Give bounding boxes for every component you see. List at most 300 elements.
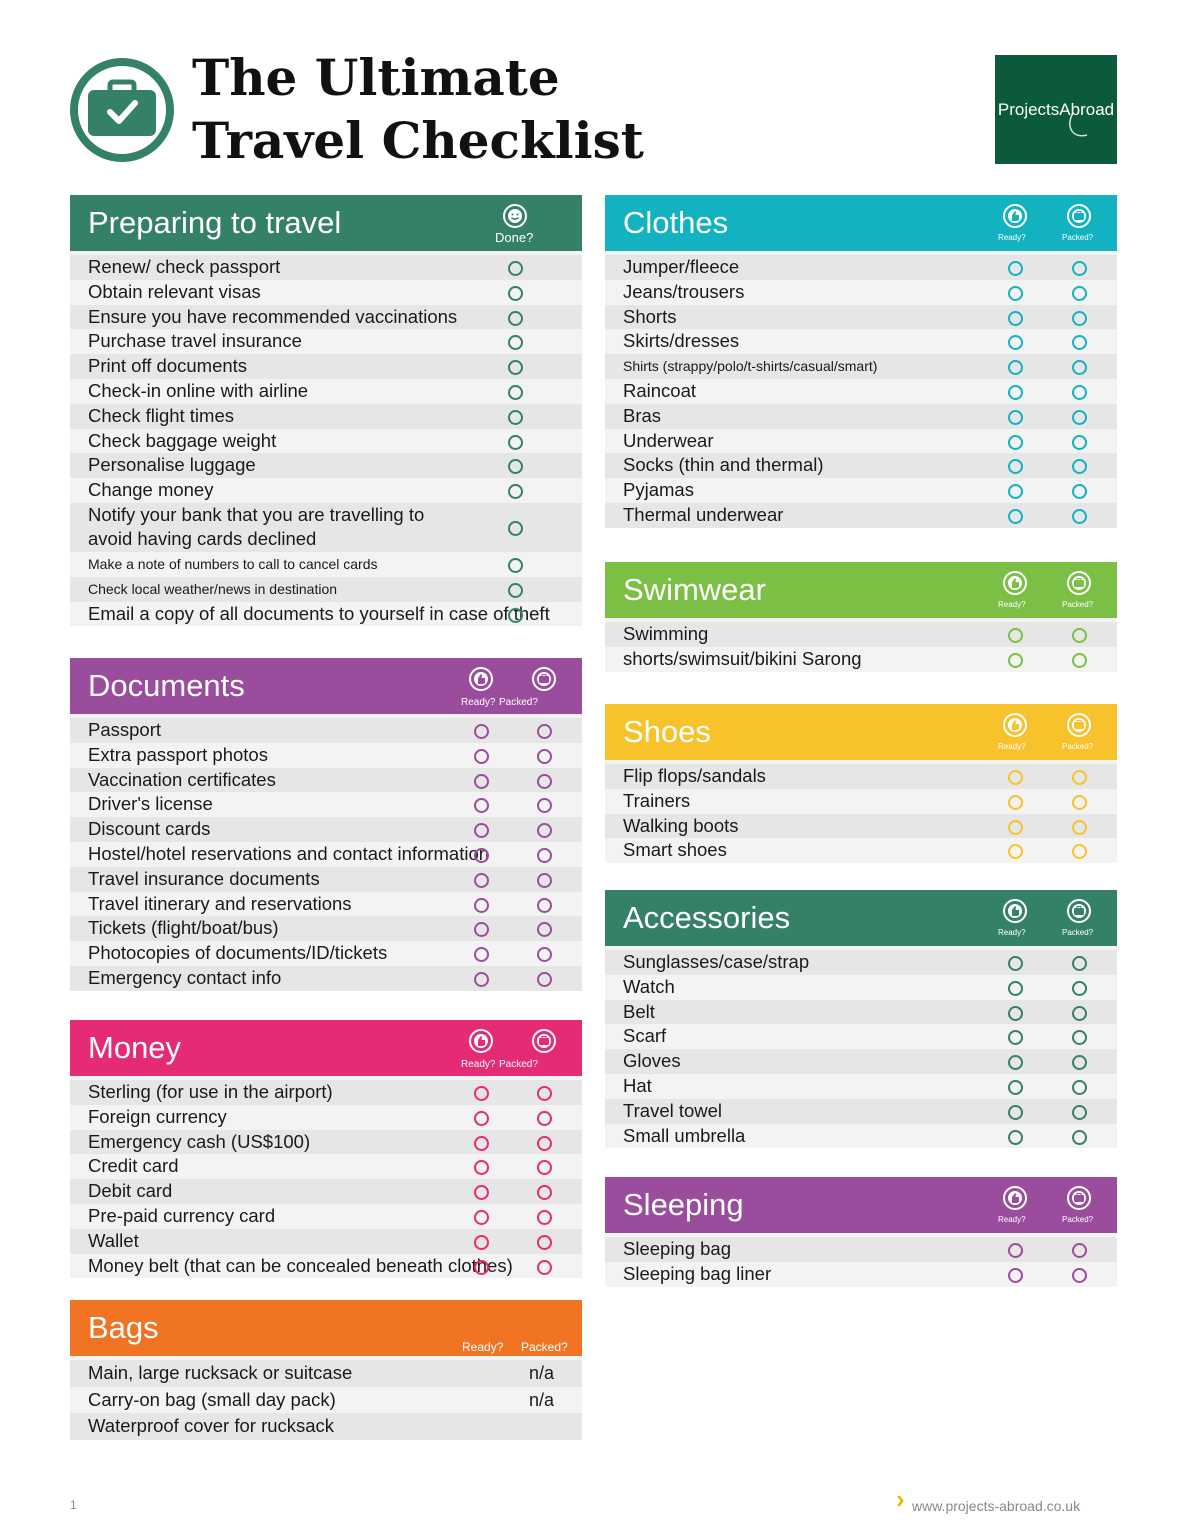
- thumbs-up-icon: [1002, 712, 1028, 738]
- item-label: Main, large rucksack or suitcase: [88, 1362, 353, 1383]
- packed-checkbox[interactable]: [1072, 1243, 1087, 1258]
- section-documents: [70, 658, 582, 991]
- accessories-title: Accessories: [623, 900, 791, 935]
- list-item: [605, 1124, 1117, 1149]
- item-label: Shorts: [623, 305, 677, 327]
- suitcase-icon: [531, 666, 557, 692]
- ready-checkbox[interactable]: [1008, 311, 1023, 326]
- suitcase-icon: [1066, 712, 1092, 738]
- item-label: Jumper/fleece: [623, 256, 740, 277]
- suitcase-check-icon: [68, 56, 176, 164]
- packed-checkbox[interactable]: [1072, 820, 1087, 835]
- list-item: [605, 814, 1117, 839]
- list-item: [605, 1000, 1117, 1025]
- list-item: [70, 867, 582, 892]
- packed-checkbox[interactable]: [537, 972, 552, 987]
- thumbs-up-icon: [468, 1028, 494, 1054]
- bags-title: Bags: [88, 1310, 159, 1345]
- packed-checkbox[interactable]: [537, 1086, 552, 1101]
- section-money: [70, 1020, 582, 1278]
- item-label: Sleeping bag: [623, 1238, 732, 1259]
- item-label: Gloves: [623, 1050, 681, 1072]
- list-item: [605, 503, 1117, 528]
- packed-label: Packed?: [1062, 600, 1094, 609]
- ready-checkbox[interactable]: [474, 1185, 489, 1200]
- ready-checkbox[interactable]: [1008, 1030, 1023, 1045]
- packed-checkbox[interactable]: [1072, 385, 1087, 400]
- thumbs-up-icon: [468, 666, 494, 692]
- packed-checkbox[interactable]: [537, 749, 552, 764]
- packed-checkbox[interactable]: [537, 1260, 552, 1275]
- ready-checkbox[interactable]: [1008, 981, 1023, 996]
- list-item: [605, 647, 1117, 672]
- list-item: [70, 1204, 582, 1229]
- list-item: [70, 1179, 582, 1204]
- packed-label: Packed?: [521, 1340, 568, 1354]
- list-item: [70, 552, 582, 577]
- list-item: [605, 622, 1117, 647]
- ready-checkbox[interactable]: [1008, 628, 1023, 643]
- ready-checkbox[interactable]: [474, 1111, 489, 1126]
- ready-checkbox[interactable]: [1008, 1105, 1023, 1120]
- ready-checkbox[interactable]: [1008, 1268, 1023, 1283]
- ready-checkbox[interactable]: [1008, 956, 1023, 971]
- ready-label: Ready?: [998, 742, 1026, 751]
- item-label: Raincoat: [623, 379, 697, 401]
- packed-checkbox[interactable]: [1072, 1130, 1087, 1145]
- sleeping-list: [605, 1233, 1117, 1287]
- list-item: [70, 892, 582, 917]
- ready-checkbox[interactable]: [1008, 1130, 1023, 1145]
- item-label: Underwear: [623, 429, 714, 451]
- item-label: Shirts (strappy/polo/t-shirts/casual/smart): [623, 358, 878, 375]
- documents-list: [70, 714, 582, 991]
- packed-checkbox[interactable]: [1072, 1006, 1087, 1021]
- packed-checkbox[interactable]: [537, 1136, 552, 1151]
- ready-checkbox[interactable]: [1008, 459, 1023, 474]
- ready-checkbox[interactable]: [474, 1210, 489, 1225]
- list-item: [70, 1360, 582, 1387]
- packed-checkbox[interactable]: [537, 1210, 552, 1225]
- ready-label: Ready?: [998, 233, 1026, 242]
- done-checkbox[interactable]: [508, 435, 523, 450]
- item-label: Purchase travel insurance: [88, 330, 302, 352]
- bags-list: [70, 1356, 582, 1440]
- done-checkbox[interactable]: [508, 311, 523, 326]
- list-item: [70, 1387, 582, 1414]
- item-label: Notify your bank that you are travelling to avoid having cards declined: [88, 503, 425, 550]
- item-label: Emergency contact info: [88, 966, 282, 988]
- item-label: shorts/swimsuit/bikini Sarong: [623, 647, 862, 669]
- packed-checkbox[interactable]: [537, 922, 552, 937]
- item-label: Money belt (that can be concealed beneath clothes): [88, 1254, 513, 1276]
- packed-checkbox[interactable]: [537, 848, 552, 863]
- list-item: [70, 329, 582, 354]
- done-checkbox[interactable]: [508, 335, 523, 350]
- packed-checkbox[interactable]: [1072, 1105, 1087, 1120]
- list-item: [70, 916, 582, 941]
- page-number: 1: [70, 1498, 77, 1512]
- ready-checkbox[interactable]: [1008, 1080, 1023, 1095]
- item-label: Vaccination certificates: [88, 768, 276, 790]
- section-clothes: [605, 195, 1117, 528]
- money-title: Money: [88, 1030, 182, 1065]
- ready-checkbox[interactable]: [1008, 1055, 1023, 1070]
- item-label: Hat: [623, 1074, 652, 1096]
- ready-checkbox[interactable]: [474, 749, 489, 764]
- done-checkbox[interactable]: [508, 583, 523, 598]
- item-label: Jeans/trousers: [623, 280, 745, 302]
- smiley-icon: [502, 203, 528, 229]
- packed-checkbox[interactable]: [1072, 286, 1087, 301]
- packed-checkbox[interactable]: [537, 774, 552, 789]
- ready-checkbox[interactable]: [1008, 261, 1023, 276]
- packed-checkbox[interactable]: [537, 898, 552, 913]
- packed-label: Packed?: [1062, 928, 1094, 937]
- accessories-list: [605, 946, 1117, 1148]
- item-label: Socks (thin and thermal): [623, 454, 824, 476]
- item-label: Bras: [623, 404, 662, 426]
- packed-checkbox[interactable]: [1072, 435, 1087, 450]
- list-item: [605, 1049, 1117, 1074]
- packed-checkbox[interactable]: [537, 798, 552, 813]
- ready-checkbox[interactable]: [1008, 1006, 1023, 1021]
- item-label: Thermal underwear: [623, 503, 784, 525]
- ready-checkbox[interactable]: [474, 798, 489, 813]
- list-item: [605, 789, 1117, 814]
- done-checkbox[interactable]: [508, 385, 523, 400]
- list-item: [605, 280, 1117, 305]
- suitcase-icon: [1066, 1185, 1092, 1211]
- thumbs-up-icon: [1002, 203, 1028, 229]
- packed-label: Packed?: [1062, 233, 1094, 242]
- list-item: [70, 503, 582, 552]
- list-item: [605, 1099, 1117, 1124]
- packed-checkbox[interactable]: [537, 724, 552, 739]
- packed-checkbox[interactable]: [1072, 1030, 1087, 1045]
- done-checkbox[interactable]: [508, 410, 523, 425]
- section-swimwear: [605, 562, 1117, 672]
- list-item: [605, 1024, 1117, 1049]
- section-preparing: [70, 195, 582, 626]
- item-label: Extra passport photos: [88, 743, 268, 765]
- item-label: Scarf: [623, 1025, 667, 1047]
- suitcase-icon: [531, 1028, 557, 1054]
- thumbs-up-icon: [1002, 898, 1028, 924]
- list-item: [70, 768, 582, 793]
- item-label: Make a note of numbers to call to cancel cards: [88, 555, 378, 572]
- ready-label: Ready?: [461, 1059, 496, 1070]
- item-label: Waterproof cover for rucksack: [88, 1415, 335, 1436]
- item-label: Driver's license: [88, 793, 213, 815]
- ready-checkbox[interactable]: [474, 1086, 489, 1101]
- list-item: [70, 1154, 582, 1179]
- ready-label: Ready?: [462, 1340, 504, 1354]
- ready-checkbox[interactable]: [1008, 770, 1023, 785]
- packed-value: n/a: [529, 1363, 555, 1383]
- packed-checkbox[interactable]: [1072, 360, 1087, 375]
- ready-checkbox[interactable]: [1008, 484, 1023, 499]
- list-item: [605, 429, 1117, 454]
- sleeping-header: [605, 1177, 1117, 1233]
- ready-checkbox[interactable]: [1008, 360, 1023, 375]
- list-item: [605, 1262, 1117, 1287]
- packed-label: Packed?: [1062, 742, 1094, 751]
- packed-checkbox[interactable]: [1072, 653, 1087, 668]
- section-sleeping: [605, 1177, 1117, 1287]
- swimwear-list: [605, 618, 1117, 672]
- done-checkbox[interactable]: [508, 608, 523, 623]
- list-item: [70, 478, 582, 503]
- item-label: Pyjamas: [623, 479, 694, 501]
- ready-checkbox[interactable]: [1008, 844, 1023, 859]
- item-label: Travel itinerary and reservations: [88, 892, 352, 914]
- ready-checkbox[interactable]: [1008, 385, 1023, 400]
- money-header: [70, 1020, 582, 1076]
- list-item: [605, 255, 1117, 280]
- ready-label: Ready?: [461, 697, 496, 708]
- list-item: [605, 838, 1117, 863]
- ready-checkbox[interactable]: [474, 774, 489, 789]
- ready-checkbox[interactable]: [474, 972, 489, 987]
- list-item: [70, 941, 582, 966]
- packed-checkbox[interactable]: [537, 947, 552, 962]
- title-line-1: The Ultimate: [192, 48, 560, 107]
- list-item: [70, 817, 582, 842]
- ready-checkbox[interactable]: [1008, 410, 1023, 425]
- ready-checkbox[interactable]: [474, 922, 489, 937]
- ready-checkbox[interactable]: [474, 1136, 489, 1151]
- preparing-list: [70, 251, 582, 626]
- list-item: [70, 1080, 582, 1105]
- item-label: Emergency cash (US$100): [88, 1130, 311, 1152]
- item-label: Check local weather/news in destination: [88, 580, 338, 597]
- list-item: [70, 718, 582, 743]
- list-item: [70, 1413, 582, 1440]
- packed-checkbox[interactable]: [537, 873, 552, 888]
- done-checkbox[interactable]: [508, 286, 523, 301]
- list-item: [70, 404, 582, 429]
- list-item: [605, 764, 1117, 789]
- done-label: Done?: [495, 230, 534, 245]
- list-item: [70, 966, 582, 991]
- list-item: [70, 280, 582, 305]
- packed-checkbox[interactable]: [1072, 628, 1087, 643]
- list-item: [605, 478, 1117, 503]
- packed-checkbox[interactable]: [1072, 1080, 1087, 1095]
- list-item: [70, 379, 582, 404]
- chevron-right-icon: ›: [896, 1484, 905, 1514]
- packed-checkbox[interactable]: [537, 1235, 552, 1250]
- swimwear-title: Swimwear: [623, 572, 766, 607]
- packed-checkbox[interactable]: [1072, 1055, 1087, 1070]
- ready-checkbox[interactable]: [474, 873, 489, 888]
- ready-label: Ready?: [998, 600, 1026, 609]
- thumbs-up-icon: [1002, 1185, 1028, 1211]
- packed-checkbox[interactable]: [537, 1111, 552, 1126]
- ready-checkbox[interactable]: [474, 898, 489, 913]
- done-checkbox[interactable]: [508, 360, 523, 375]
- done-checkbox[interactable]: [508, 558, 523, 573]
- packed-checkbox[interactable]: [1072, 770, 1087, 785]
- list-item: [70, 305, 582, 330]
- item-label: Hostel/hotel reservations and contact information: [88, 842, 490, 864]
- ready-checkbox[interactable]: [474, 1235, 489, 1250]
- item-label: Change money: [88, 479, 214, 501]
- clothes-header: [605, 195, 1117, 251]
- list-item: [605, 975, 1117, 1000]
- accessories-header: [605, 890, 1117, 946]
- sleeping-title: Sleeping: [623, 1187, 744, 1222]
- ready-checkbox[interactable]: [474, 823, 489, 838]
- list-item: [70, 1130, 582, 1155]
- item-label: Flip flops/sandals: [623, 765, 766, 786]
- title-line-2: Travel Checklist: [192, 111, 644, 170]
- packed-checkbox[interactable]: [1072, 795, 1087, 810]
- item-label: Trainers: [623, 789, 691, 811]
- ready-checkbox[interactable]: [1008, 509, 1023, 524]
- documents-header: [70, 658, 582, 714]
- list-item: [70, 1229, 582, 1254]
- list-item: [70, 577, 582, 602]
- ready-checkbox[interactable]: [1008, 286, 1023, 301]
- ready-checkbox[interactable]: [474, 1260, 489, 1275]
- list-item: [605, 329, 1117, 354]
- list-item: [70, 743, 582, 768]
- section-accessories: [605, 890, 1117, 1148]
- list-item: [70, 255, 582, 280]
- item-label: Smart shoes: [623, 839, 727, 861]
- ready-label: Ready?: [998, 928, 1026, 937]
- ready-checkbox[interactable]: [474, 724, 489, 739]
- item-label: Debit card: [88, 1180, 173, 1202]
- packed-checkbox[interactable]: [1072, 459, 1087, 474]
- packed-checkbox[interactable]: [1072, 509, 1087, 524]
- suitcase-icon: [1066, 570, 1092, 596]
- list-item: [605, 404, 1117, 429]
- packed-checkbox[interactable]: [1072, 261, 1087, 276]
- ready-checkbox[interactable]: [1008, 795, 1023, 810]
- item-label: Foreign currency: [88, 1105, 227, 1127]
- list-item: [70, 354, 582, 379]
- list-item: [70, 1254, 582, 1279]
- ready-checkbox[interactable]: [474, 1160, 489, 1175]
- ready-checkbox[interactable]: [1008, 335, 1023, 350]
- list-item: [70, 1105, 582, 1130]
- suitcase-icon: [1066, 203, 1092, 229]
- list-item: [70, 792, 582, 817]
- item-label: Check-in online with airline: [88, 379, 309, 401]
- list-item: [70, 842, 582, 867]
- packed-checkbox[interactable]: [1072, 981, 1087, 996]
- shoes-title: Shoes: [623, 714, 711, 749]
- brand-name: ProjectsAbroad: [997, 99, 1115, 119]
- list-item: [605, 1237, 1117, 1262]
- documents-title: Documents: [88, 668, 245, 703]
- packed-label: Packed?: [499, 697, 538, 708]
- item-label: Carry-on bag (small day pack): [88, 1388, 336, 1410]
- item-label: Obtain relevant visas: [88, 280, 261, 302]
- packed-checkbox[interactable]: [1072, 956, 1087, 971]
- packed-checkbox[interactable]: [1072, 410, 1087, 425]
- shoes-header: [605, 704, 1117, 760]
- item-label: Discount cards: [88, 818, 211, 840]
- item-label: Swimming: [623, 623, 709, 644]
- list-item: [605, 354, 1117, 379]
- list-item: [605, 453, 1117, 478]
- thumbs-up-icon: [1002, 570, 1028, 596]
- ready-checkbox[interactable]: [1008, 820, 1023, 835]
- item-label: Photocopies of documents/ID/tickets: [88, 942, 388, 964]
- item-label: Sleeping bag liner: [623, 1262, 772, 1284]
- item-label: Tickets (flight/boat/bus): [88, 917, 279, 939]
- packed-checkbox[interactable]: [1072, 844, 1087, 859]
- website-link[interactable]: www.projects-abroad.co.uk: [912, 1498, 1081, 1514]
- list-item: [605, 1074, 1117, 1099]
- item-label: Wallet: [88, 1229, 139, 1251]
- packed-checkbox[interactable]: [537, 1160, 552, 1175]
- item-label: Skirts/dresses: [623, 330, 740, 352]
- money-list: [70, 1076, 582, 1278]
- list-item: [605, 950, 1117, 975]
- clothes-title: Clothes: [623, 205, 729, 240]
- item-label: Print off documents: [88, 355, 248, 377]
- item-label: Travel towel: [623, 1099, 723, 1121]
- swimwear-header: [605, 562, 1117, 618]
- section-shoes: [605, 704, 1117, 863]
- item-label: Check flight times: [88, 404, 234, 426]
- item-label: Check baggage weight: [88, 429, 277, 451]
- preparing-header: [70, 195, 582, 251]
- packed-checkbox[interactable]: [1072, 484, 1087, 499]
- list-item: [70, 429, 582, 454]
- ready-checkbox[interactable]: [474, 947, 489, 962]
- item-label: Pre-paid currency card: [88, 1204, 276, 1226]
- item-label: Passport: [88, 719, 162, 740]
- done-checkbox[interactable]: [508, 484, 523, 499]
- done-checkbox[interactable]: [508, 521, 523, 536]
- item-label: Sterling (for use in the airport): [88, 1081, 333, 1102]
- shoes-list: [605, 760, 1117, 863]
- clothes-list: [605, 251, 1117, 528]
- preparing-title: Preparing to travel: [88, 205, 342, 240]
- item-label: Watch: [623, 975, 675, 997]
- ready-checkbox[interactable]: [1008, 653, 1023, 668]
- suitcase-icon: [1066, 898, 1092, 924]
- packed-checkbox[interactable]: [537, 1185, 552, 1200]
- packed-label: Packed?: [499, 1059, 538, 1070]
- ready-checkbox[interactable]: [1008, 435, 1023, 450]
- ready-checkbox[interactable]: [1008, 1243, 1023, 1258]
- packed-checkbox[interactable]: [1072, 1268, 1087, 1283]
- item-label: Belt: [623, 1000, 655, 1022]
- item-label: Email a copy of all documents to yourself in case of theft: [88, 602, 550, 624]
- list-item: [605, 379, 1117, 404]
- packed-checkbox[interactable]: [1072, 311, 1087, 326]
- packed-checkbox[interactable]: [1072, 335, 1087, 350]
- item-label: Renew/ check passport: [88, 256, 281, 277]
- done-checkbox[interactable]: [508, 261, 523, 276]
- ready-checkbox[interactable]: [474, 848, 489, 863]
- item-label: Walking boots: [623, 814, 739, 836]
- bags-header: [70, 1300, 582, 1356]
- list-item: [70, 453, 582, 478]
- item-label: Ensure you have recommended vaccinations: [88, 305, 458, 327]
- done-checkbox[interactable]: [508, 459, 523, 474]
- packed-checkbox[interactable]: [537, 823, 552, 838]
- item-label: Personalise luggage: [88, 454, 256, 476]
- item-label: Travel insurance documents: [88, 867, 320, 889]
